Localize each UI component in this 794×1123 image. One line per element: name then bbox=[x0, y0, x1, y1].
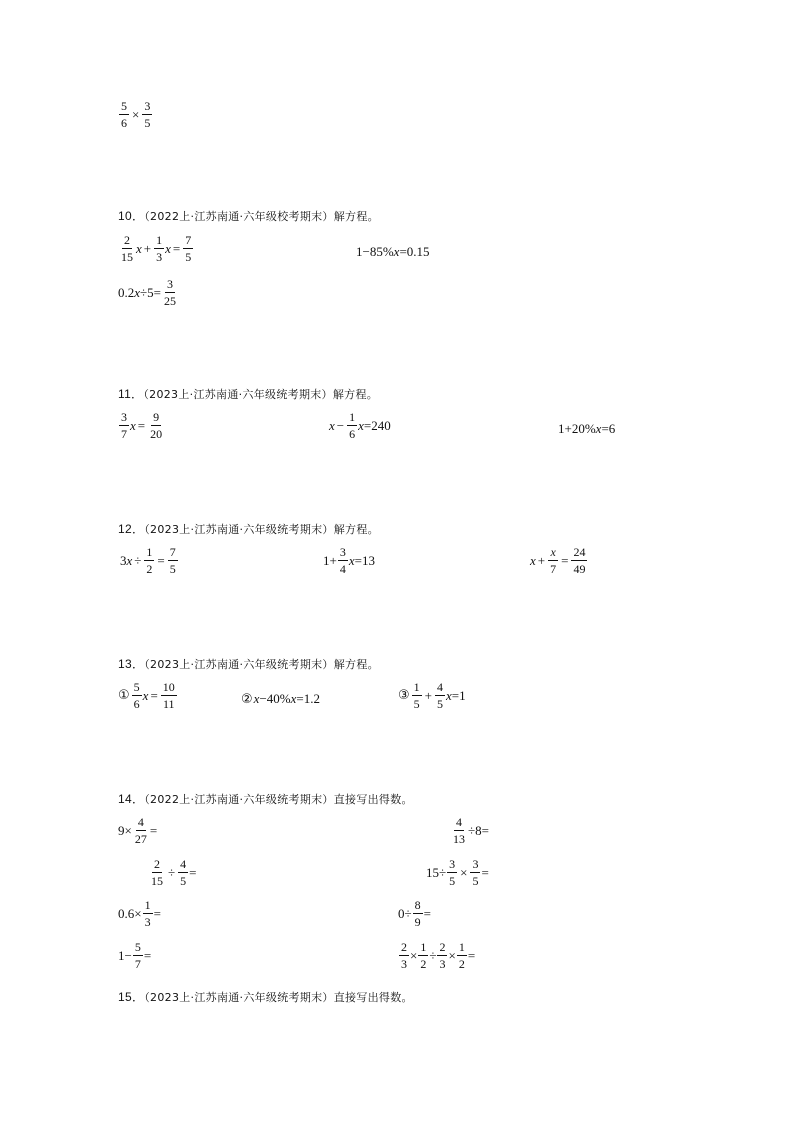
fraction: $\frac{2}{15}$ bbox=[121, 233, 133, 264]
fraction: $\frac{5}{6}$ bbox=[133, 680, 140, 711]
fraction: $\frac{7}{5}$ bbox=[169, 545, 176, 576]
question-source: （2023上·江苏南通·六年级统考期末）直接写出得数。 bbox=[144, 991, 413, 1004]
fraction: $\frac{1}{2}$ bbox=[420, 940, 427, 971]
fraction: $\frac{4}{27}$ bbox=[134, 815, 147, 846]
fraction: $\frac{4}{5}$ bbox=[437, 680, 443, 711]
fraction: $\frac{3}{7}$ bbox=[121, 410, 127, 441]
fraction: $\frac{2}{15}$ bbox=[151, 857, 163, 888]
fraction: $\frac{7}{5}$ bbox=[185, 233, 192, 264]
fraction: $\frac{5}{7}$ bbox=[134, 940, 141, 971]
question-source: （2022上·江苏南通·六年级统考期末）直接写出得数。 bbox=[144, 793, 413, 806]
q14-calc-6: 0÷ $\frac{8}{9}$ = bbox=[398, 898, 431, 929]
question-source: （2023上·江苏南通·六年级统考期末）解方程。 bbox=[144, 658, 379, 671]
fraction: $\frac{4}{13}$ bbox=[453, 815, 465, 846]
fraction: $\frac{1}{5}$ bbox=[413, 680, 420, 711]
circled-number: ① bbox=[118, 688, 130, 703]
question-number: 13． bbox=[118, 657, 145, 671]
question-source: （2022上·江苏南通·六年级校考期末）解方程。 bbox=[144, 210, 379, 223]
question-source: （2023上·江苏南通·六年级统考期末）解方程。 bbox=[144, 523, 379, 536]
q12-equation-3: x + $\frac{x}{7}$ = $\frac{24}{49}$ bbox=[530, 545, 586, 576]
q14-calc-7: 1− $\frac{5}{7}$ = bbox=[118, 940, 152, 971]
question-14-heading bbox=[118, 790, 413, 807]
operator: × bbox=[132, 106, 140, 122]
fraction: $\frac{3}{5}$ bbox=[472, 857, 479, 888]
q13-equation-3: ③ $\frac{1}{5}$ + $\frac{4}{5}$ x =1 bbox=[398, 680, 466, 711]
q12-equation-2: 1+ $\frac{3}{4}$ x =13 bbox=[323, 545, 375, 576]
question-number: 15． bbox=[118, 990, 145, 1004]
q11-equation-1: $\frac{3}{7}$ x = $\frac{9}{20}$ bbox=[121, 410, 163, 441]
question-number: 12． bbox=[118, 522, 145, 536]
q10-equation-1: $\frac{2}{15}$ x + $\frac{1}{3}$ x = $\frac{7}{5}$ bbox=[121, 233, 192, 264]
q10-equation-2: 1−85% x =0.15 bbox=[356, 244, 430, 259]
q13-equation-2: ② x −40% x =1.2 bbox=[241, 691, 320, 707]
q11-equation-3: 1+20% x =6 bbox=[558, 421, 616, 436]
fraction: $\frac{2}{3}$ bbox=[401, 940, 407, 971]
q14-calc-8: $\frac{2}{3}$ × $\frac{1}{2}$ ÷ $\frac{2}{3}$ × $\frac{1}{2}$ = bbox=[401, 940, 476, 971]
q13-equation-1: ① $\frac{5}{6}$ x = $\frac{10}{11}$ bbox=[118, 680, 175, 711]
question-11-heading bbox=[118, 385, 378, 402]
question-source: （2023上·江苏南通·六年级统考期末）解方程。 bbox=[143, 388, 379, 401]
fraction: $\frac{3}{4}$ bbox=[339, 545, 346, 576]
q14-calc-2: $\frac{4}{13}$ ÷8= bbox=[453, 815, 489, 846]
question-number: 10． bbox=[118, 209, 145, 223]
q10-equation-3: 0.2 x ÷5= $\frac{3}{25}$ bbox=[118, 277, 176, 308]
question-15-heading bbox=[118, 988, 413, 1005]
question-number: 11． bbox=[118, 387, 144, 401]
fraction: $\frac{24}{49}$ bbox=[573, 545, 586, 576]
fraction: $\frac{3}{5}$ bbox=[144, 99, 151, 130]
q14-calc-1: 9× $\frac{4}{27}$ = bbox=[118, 815, 158, 846]
q12-equation-1: 3 x ÷ $\frac{1}{2}$ = $\frac{7}{5}$ bbox=[120, 545, 176, 576]
fraction: $\frac{4}{5}$ bbox=[180, 857, 187, 888]
fraction: $\frac{3}{25}$ bbox=[164, 277, 176, 308]
fraction: $\frac{1}{2}$ bbox=[458, 940, 465, 971]
fraction: $\frac{1}{6}$ bbox=[349, 410, 356, 441]
q11-equation-2: x − $\frac{1}{6}$ x =240 bbox=[329, 410, 391, 441]
fraction: $\frac{8}{9}$ bbox=[414, 898, 421, 929]
fraction: $\frac{9}{20}$ bbox=[150, 410, 163, 441]
question-12-heading bbox=[118, 520, 379, 537]
fraction: $\frac{5}{6}$ bbox=[121, 99, 127, 130]
q14-calc-5: 0.6× $\frac{1}{3}$ = bbox=[118, 898, 161, 929]
circled-number: ③ bbox=[398, 688, 410, 703]
fraction: $\frac{1}{2}$ bbox=[146, 545, 153, 576]
question-13-heading bbox=[118, 655, 379, 672]
fraction: $\frac{1}{3}$ bbox=[156, 233, 163, 264]
top-expression bbox=[118, 100, 153, 129]
q14-calc-3: $\frac{2}{15}$ ÷ $\frac{4}{5}$ = bbox=[151, 857, 197, 888]
fraction: $\frac{x}{7}$ bbox=[550, 545, 557, 576]
q14-calc-4: 15÷ $\frac{3}{5}$ × $\frac{3}{5}$ = bbox=[426, 857, 489, 888]
question-10-heading bbox=[118, 207, 379, 224]
question-number: 14． bbox=[118, 792, 145, 806]
circled-number: ② bbox=[241, 691, 253, 707]
fraction: $\frac{1}{3}$ bbox=[144, 898, 151, 929]
fraction: $\frac{3}{5}$ bbox=[449, 857, 456, 888]
fraction: $\frac{2}{3}$ bbox=[439, 940, 446, 971]
fraction: $\frac{10}{11}$ bbox=[162, 680, 175, 711]
